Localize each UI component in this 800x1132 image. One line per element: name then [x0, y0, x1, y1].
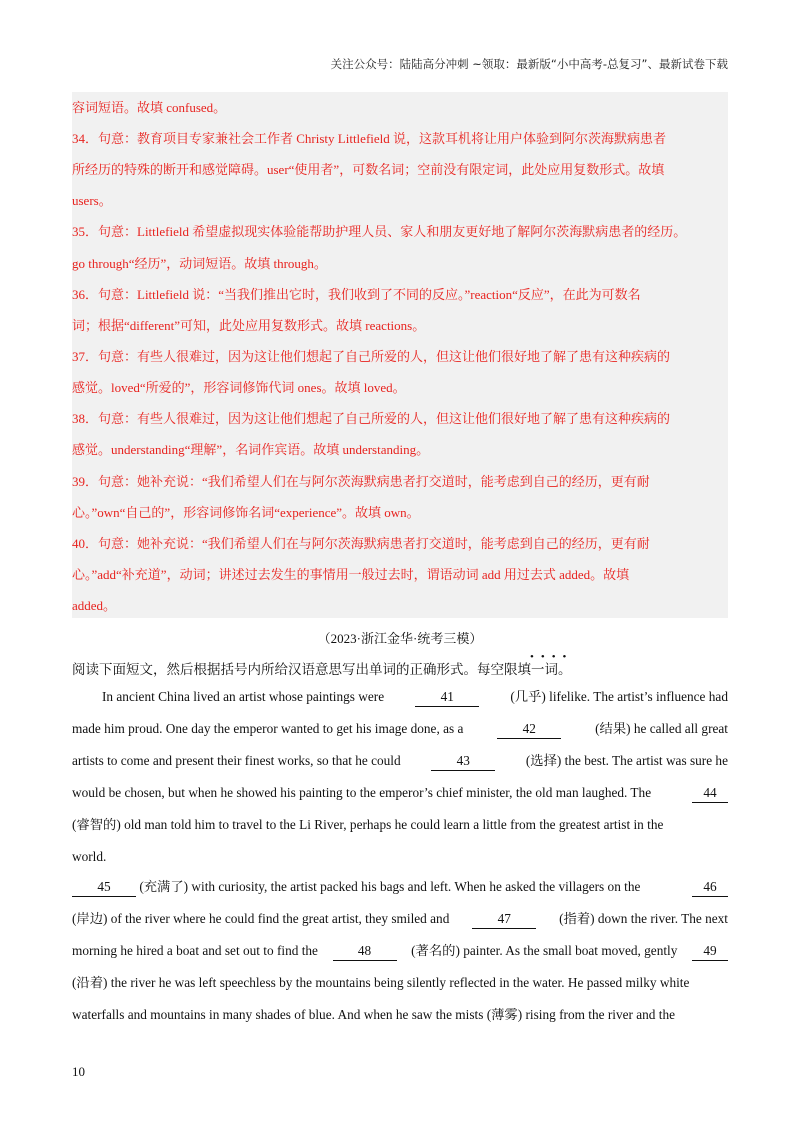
blank-41[interactable]: 41 [415, 688, 479, 707]
answer-line: 40．句意：她补充说：“我们希望人们在与阿尔茨海默病患者打交道时，能考虑到自己的经历，更有耐 [72, 536, 650, 551]
answer-line: 感觉。understanding“理解”，名词作宾语。故填 understanding。 [72, 442, 430, 457]
passage-line: (睿智的) old man told him to travel to the Li River, perhaps he could learn a little from the greatest artist in the [72, 817, 664, 832]
answer-line: 心。”own“自己的”，形容词修饰名词“experience”。故填 own。 [72, 505, 420, 520]
passage-line: 45 (充满了) with curiosity, the artist packed his bags and left. When he asked the villagers on the 46 [72, 878, 728, 897]
blank-46[interactable]: 46 [692, 878, 728, 897]
answer-line: 所经历的特殊的断开和感觉障碍。user“使用者”，可数名词；空前没有限定词，此处应用复数形式。故填 [72, 162, 665, 177]
answer-line: users。 [72, 193, 112, 208]
answer-line: 心。”add“补充道”，动词；讲述过去发生的事情用一般过去时，谓语动词 add 用过去式 added。故填 [72, 567, 630, 582]
answer-line: added。 [72, 598, 117, 613]
passage-line: made him proud. One day the emperor wanted to get his image done, as a 42 (结果) he called all great [72, 720, 728, 739]
blank-49[interactable]: 49 [692, 942, 728, 961]
passage-line: waterfalls and mountains in many shades of blue. And when he saw the mists (薄雾) rising from the river and the [72, 1007, 676, 1022]
blank-48[interactable]: 48 [333, 942, 397, 961]
passage-line: (岸边) of the river where he could find the great artist, they smiled and 47 (指着) down the river. The next [72, 910, 728, 929]
answer-line: 36．句意：Littlefield 说：“当我们推出它时，我们收到了不同的反应。”reaction“反应”，在此为可数名 [72, 287, 641, 302]
answer-line: 词；根据“different”可知，此处应用复数形式。故填 reactions。 [72, 318, 426, 333]
page-number: 10 [72, 1064, 85, 1079]
blank-45[interactable]: 45 [72, 878, 136, 897]
answer-line: 容词短语。故填 confused。 [72, 100, 227, 115]
passage-line: (沿着) the river he was left speechless by the mountains being silently reflected in the water. He passed milky white [72, 975, 690, 990]
question-source: （2023·浙江金华·统考三模） [317, 631, 483, 646]
answer-line: 37．句意：有些人很难过，因为这让他们想起了自己所爱的人，但这让他们很好地了解了患有这种疾病的 [72, 349, 671, 364]
passage-line: world. [72, 849, 107, 864]
answer-line: go through“经历”，动词短语。故填 through。 [72, 256, 327, 271]
blank-44[interactable]: 44 [692, 784, 728, 803]
passage-line: would be chosen, but when he showed his painting to the emperor’s chief minister, the old man laughed. The 44 [72, 784, 728, 803]
emphasis-dots: •••• [530, 651, 574, 663]
passage-line: artists to come and present their finest works, so that he could 43 (选择) the best. The artist was sure he [72, 752, 728, 771]
passage-line: In ancient China lived an artist whose paintings were 41 (几乎) lifelike. The artist’s influence had [72, 688, 728, 707]
instruction: 阅读下面短文，然后根据括号内所给汉语意思写出单词的正确形式。每空限填一词。 [72, 662, 572, 677]
passage-line: morning he hired a boat and set out to find the 48 (著名的) painter. As the small boat moved, gently 49 [72, 942, 728, 961]
answer-line: 38．句意：有些人很难过，因为这让他们想起了自己所爱的人，但这让他们很好地了解了患有这种疾病的 [72, 411, 671, 426]
page-header: 关注公众号：陆陆高分冲刺 ~领取：最新版“小中高考-总复习”、最新试卷下载 [330, 57, 728, 71]
answer-line: 35．句意：Littlefield 希望虚拟现实体验能帮助护理人员、家人和朋友更好地了解阿尔茨海默病患者的经历。 [72, 224, 687, 239]
answer-line: 34．句意：教育项目专家兼社会工作者 Christy Littlefield 说，这款耳机将让用户体验到阿尔茨海默病患者 [72, 131, 667, 146]
answer-line: 39．句意：她补充说：“我们希望人们在与阿尔茨海默病患者打交道时，能考虑到自己的经历，更有耐 [72, 474, 650, 489]
blank-43[interactable]: 43 [431, 752, 495, 771]
blank-42[interactable]: 42 [497, 720, 561, 739]
blank-47[interactable]: 47 [472, 910, 536, 929]
answer-line: 感觉。loved“所爱的”，形容词修饰代词 ones。故填 loved。 [72, 380, 406, 395]
